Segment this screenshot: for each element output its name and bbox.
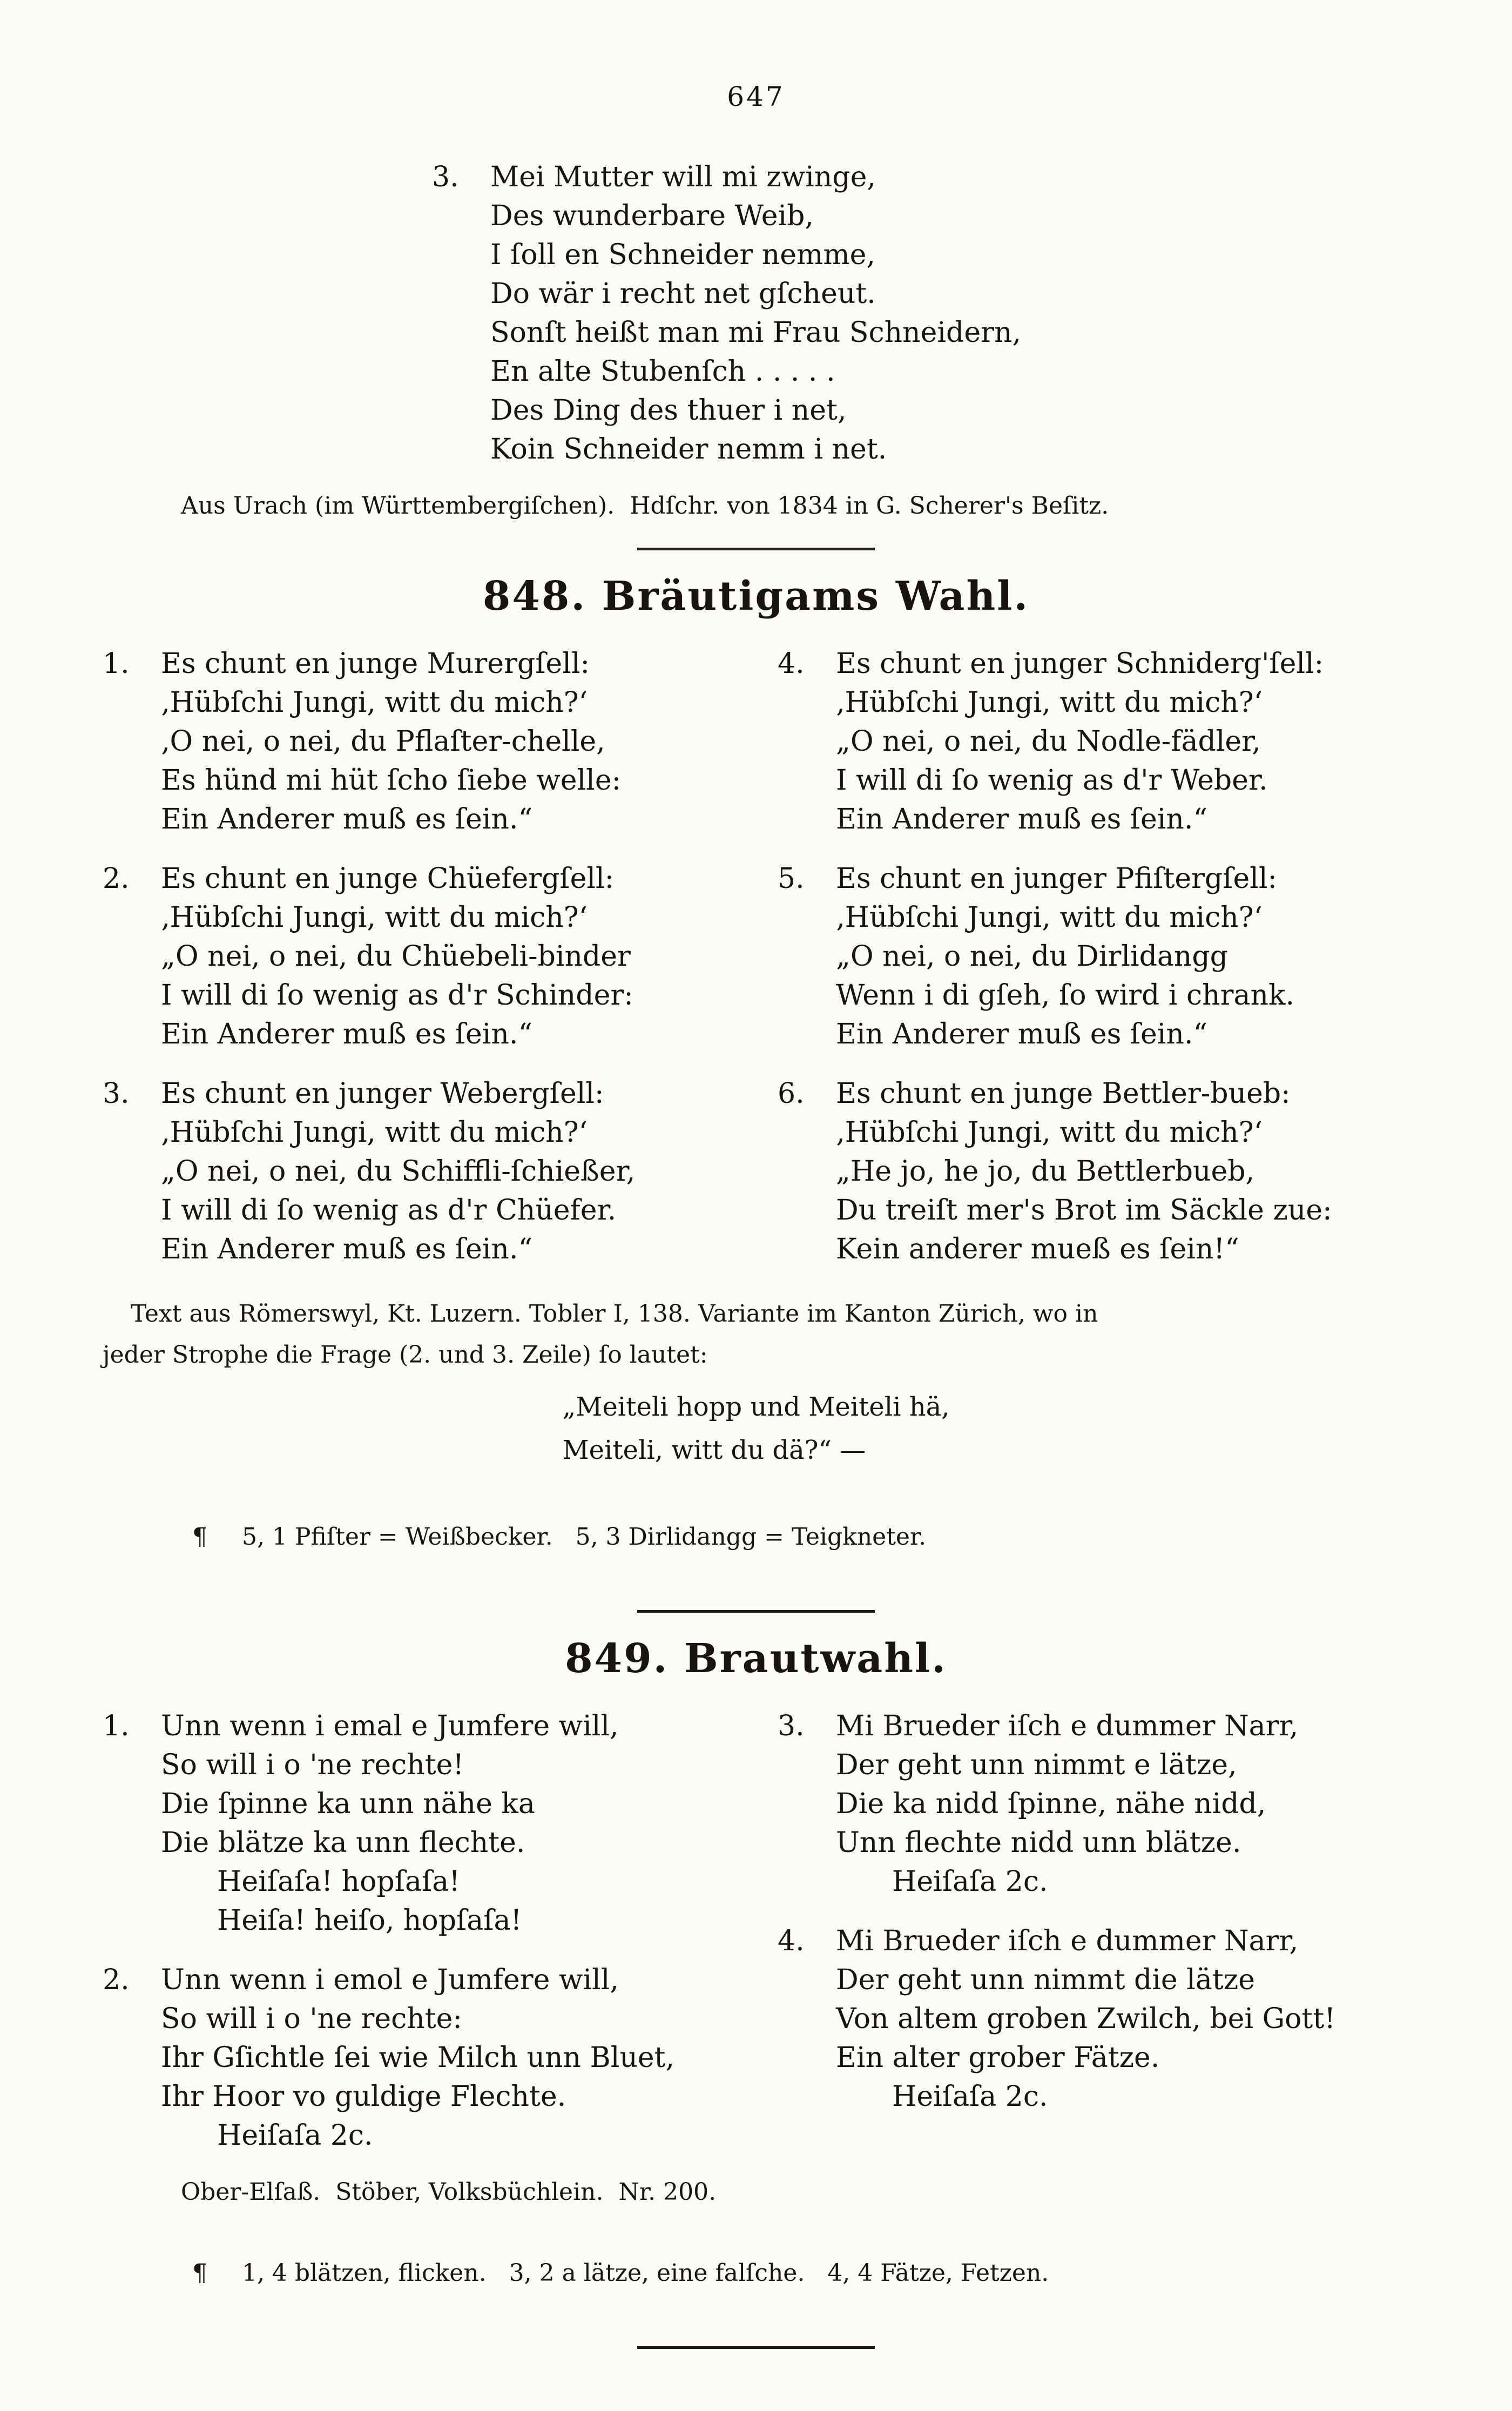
stanza-refrain [161,1862,734,1940]
verse-line: Mi Brueder iſch e dummer Narr, [836,1925,1299,1957]
stanza [778,644,1409,839]
stanza [778,1074,1409,1269]
song-849-glossary [162,2226,1409,2320]
verse-line: „He jo, he jo, du Bettlerbueb, [836,1155,1255,1188]
verse-line: So will i o 'ne rechte: [161,2003,462,2035]
song-849-columns [103,1707,1409,2155]
verse-line: Es chunt en junge Bettler-bueb: [836,1077,1291,1110]
stanza-number: 4. [778,1925,805,1957]
stanza-refrain [836,2077,1409,2116]
verse-line: ‚Hübſchi Jungi, witt du mich?‘ [161,1116,588,1149]
stanza-body [836,1707,1409,1901]
stanza-body [161,1961,734,2155]
verse-line: Ein Anderer muß es ſein.“ [161,1233,533,1265]
stanza-body [490,158,1409,469]
verse-line: Unn wenn i emal e Jumfere will, [161,1710,619,1742]
song-849-left-column [103,1707,734,2155]
verse-line: Mei Mutter will mi zwinge, [490,161,876,193]
verse-line: Ein Anderer muß es ſein.“ [161,1018,533,1050]
stanza-lines [836,1922,1409,2077]
page-number: 647 [727,81,785,112]
refrain-line: Heiſa! heiſo, hopſaſa! [217,1904,522,1937]
stanza-number: 5. [778,863,805,895]
verse-line: „O nei, o nei, du Chüebeli-binder [161,940,631,973]
variant-line: „Meiteli hopp und Meiteli hä, [562,1392,950,1422]
song-848-right-column [734,644,1409,1269]
song-849-title: 849. Brautwahl. [565,1635,947,1682]
verse-line: So will i o 'ne rechte! [161,1749,464,1781]
section-divider-rule [637,548,875,550]
song-848-left-column [103,644,734,1269]
refrain-line: Heiſaſa! hopſaſa! [217,1866,461,1898]
verse-line: Kein anderer mueß es ſein!“ [836,1233,1239,1265]
stanza [778,1922,1409,2116]
refrain-line: Heiſaſa 2c. [892,1866,1048,1898]
stanza-number: 3. [432,161,459,193]
stanza [778,859,1409,1054]
verse-line: Es chunt en junge Murergſell: [161,648,590,680]
stanza-lines [836,1707,1409,1862]
verse-line: Des wunderbare Weib, [490,200,814,232]
song-848-glossary [162,1490,1409,1584]
stanza-lines [161,1074,734,1269]
stanza-lines [161,859,734,1054]
verse-line: Die ſpinne ka unn nähe ka [161,1788,535,1820]
note-line: Text aus Römerswyl, Kt. Luzern. Tobler I, 138. Variante im Kanton Zürich, wo in [131,1300,1098,1328]
verse-line: Die blätze ka unn flechte. [161,1827,525,1859]
verse-line: Koin Schneider nemm i net. [490,433,887,466]
verse-line: I will di ſo wenig as d'r Chüefer. [161,1194,617,1227]
stanza-lines [161,1707,734,1862]
verse-line: „O nei, o nei, du Dirlidangg [836,940,1228,973]
verse-line: Es chunt en junge Chüefergſell: [161,863,615,895]
verse-line: Ihr Hoor vo guldige Flechte. [161,2080,566,2113]
song-849-right-column [734,1707,1409,2155]
verse-line: En alte Stubenſch . . . . . [490,355,835,388]
verse-line: ‚O nei, o nei, du Pflaſter-chelle, [161,725,605,758]
verse-line: Wenn i di gſeh, ſo wird i chrank. [836,979,1295,1012]
verse-line: „O nei, o nei, du Schiffli-ſchießer, [161,1155,636,1188]
song-848-columns [103,644,1409,1269]
verse-line: Du treiſt mer's Brot im Säckle zue: [836,1194,1332,1227]
verse-line: ‚Hübſchi Jungi, witt du mich?‘ [836,1116,1263,1149]
verse-line: Es chunt en junger Schniderg'ſell: [836,648,1324,680]
stanza [778,1707,1409,1901]
verse-line: Es hünd mi hüt ſcho ſiebe welle: [161,764,622,797]
glossary-text: 1, 4 blätzen, flicken. 3, 2 a lätze, eine falſche. 4, 4 Fätze, Fetzen. [241,2259,1049,2287]
stanza-lines [161,644,734,839]
bottom-margin [103,2349,1409,2411]
stanza-number: 6. [778,1077,805,1110]
stanza-body [161,859,734,1054]
verse-line: Ein Anderer muß es ſein.“ [161,803,533,836]
stanza-body [836,644,1409,839]
verse-line: Von altem groben Zwilch, bei Gott! [836,2003,1336,2035]
verse-line: Es chunt en junger Pfiſtergſell: [836,863,1278,895]
verse-line: Der geht unn nimmt e lätze, [836,1749,1237,1781]
variant-line: Meiteli, witt du dä?“ — [562,1435,866,1465]
verse-line: Ein Anderer muß es ſein.“ [836,803,1208,836]
stanza [103,1707,734,1940]
stanza-body [161,1707,734,1940]
stanza [432,158,1409,469]
verse-line: ‚Hübſchi Jungi, witt du mich?‘ [836,901,1263,934]
stanza-lines [836,1074,1409,1269]
verse-line: Ein alter grober Fätze. [836,2042,1160,2074]
stanza-number: 1. [103,1710,130,1742]
verse-line: Do wär i recht net gſcheut. [490,278,876,310]
stanza-number: 2. [103,863,130,895]
stanza [103,644,734,839]
stanza-refrain [161,2116,734,2155]
source-attribution-849: Ober-Elſaß. Stöber, Volksbüchlein. Nr. 200. [181,2178,717,2206]
verse-line: Ihr Gſichtle ſei wie Milch unn Bluet, [161,2042,675,2074]
stanza-body [161,644,734,839]
song-848-note-paragraph [103,1294,1409,1376]
stanza-number: 2. [103,1964,130,1996]
verse-line: ‚Hübſchi Jungi, witt du mich?‘ [161,901,588,934]
song-848-title: 848. Bräutigams Wahl. [482,573,1030,619]
stanza-body [836,859,1409,1054]
stanza-lines [836,859,1409,1054]
pilcrow-icon: ¶ [192,1523,207,1551]
verse-line: Es chunt en junger Webergſell: [161,1077,604,1110]
verse-line: Unn flechte nidd unn blätze. [836,1827,1241,1859]
verse-line: Ein Anderer muß es ſein.“ [836,1018,1208,1050]
stanza-lines [161,1961,734,2116]
section-divider-rule [637,1610,875,1613]
song-848-variant-couplet [562,1385,949,1472]
verse-line: I ſoll en Schneider nemme, [490,239,875,271]
verse-line: Unn wenn i emol e Jumfere will, [161,1964,619,1996]
stanza-number: 3. [778,1710,805,1742]
verse-line: I will di ſo wenig as d'r Schinder: [161,979,633,1012]
stanza-body [836,1074,1409,1269]
stanza-number: 3. [103,1077,130,1110]
stanza-body [161,1074,734,1269]
refrain-line: Heiſaſa 2c. [892,2080,1048,2113]
source-attribution-847: Aus Urach (im Württembergiſchen). Hdſchr. von 1834 in G. Scherer's Beſitz. [181,492,1109,520]
verse-line: ‚Hübſchi Jungi, witt du mich?‘ [836,686,1263,719]
stanza-body [836,1922,1409,2116]
note-line: jeder Strophe die Frage (2. und 3. Zeile) ſo lautet: [103,1341,708,1369]
verse-line: Des Ding des thuer i net, [490,394,847,427]
verse-line: Der geht unn nimmt die lätze [836,1964,1255,1996]
stanza-lines [490,158,1409,469]
refrain-line: Heiſaſa 2c. [217,2119,373,2152]
verse-line: ‚Hübſchi Jungi, witt du mich?‘ [161,686,588,719]
stanza-lines [836,644,1409,839]
prelude-stanza-block [432,158,1409,469]
verse-line: Sonſt heißt man mi Frau Schneidern, [490,316,1021,349]
stanza [103,1074,734,1269]
glossary-text: 5, 1 Pfiſter = Weißbecker. 5, 3 Dirlidangg = Teigkneter. [241,1523,927,1551]
stanza-number: 1. [103,648,130,680]
stanza [103,1961,734,2155]
verse-line: Die ka nidd ſpinne, nähe nidd, [836,1788,1266,1820]
verse-line: „O nei, o nei, du Nodle-fädler, [836,725,1261,758]
stanza-refrain [836,1862,1409,1901]
stanza [103,859,734,1054]
pilcrow-icon: ¶ [192,2259,207,2287]
verse-line: I will di ſo wenig as d'r Weber. [836,764,1268,797]
verse-line: Mi Brueder iſch e dummer Narr, [836,1710,1299,1742]
stanza-number: 4. [778,648,805,680]
